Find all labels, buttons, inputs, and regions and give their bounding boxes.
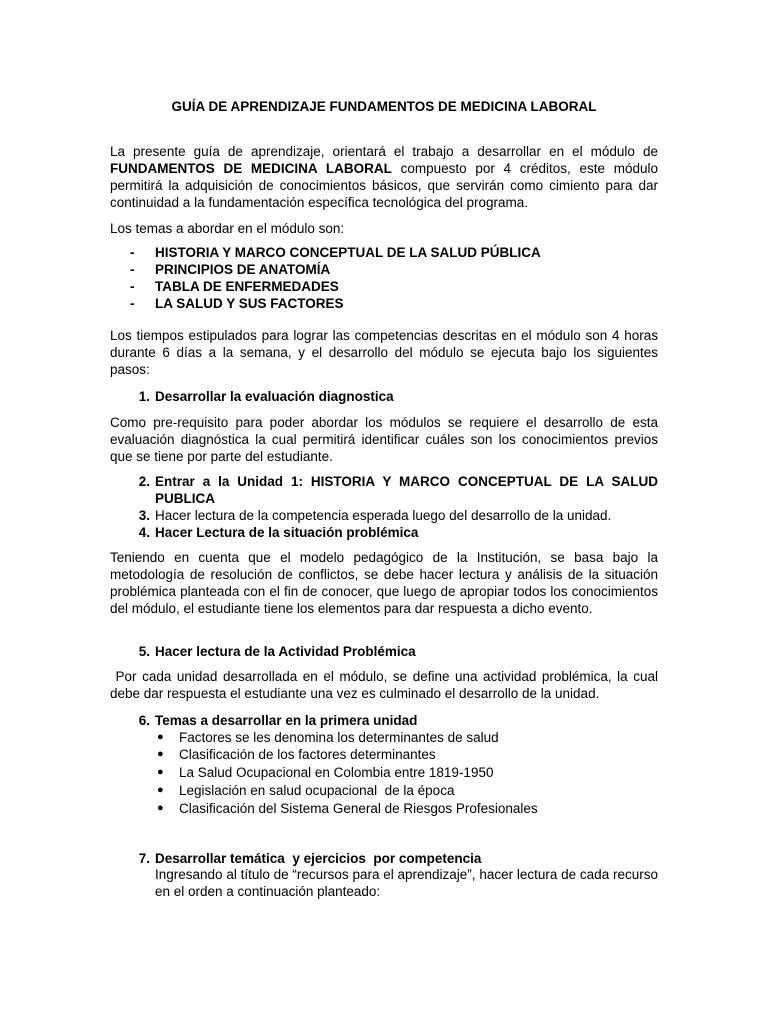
step-number: 7. xyxy=(138,851,150,866)
bullet-icon: ● xyxy=(157,802,164,814)
problem-activity-paragraph: Por cada unidad desarrollada en el módulo, se define una actividad problémica, la cual debe dar respuesta el estudiante una vez es culminado el desarrollo de la unidad. xyxy=(110,669,662,701)
topic-item xyxy=(0,295,768,312)
list-item xyxy=(0,729,768,746)
topic-item xyxy=(0,261,768,278)
topic-item xyxy=(0,244,768,261)
step-heading xyxy=(0,524,768,541)
document-title: GUÍA DE APRENDIZAJE FUNDAMENTOS DE MEDICINA LABORAL xyxy=(171,99,597,114)
times-paragraph: Los tiempos estipulados para lograr las competencias descritas en el módulo son 4 horas durante 6 días a la semana, y el desarrollo del módulo se ejecuta bajo los siguientes pasos: xyxy=(110,328,658,377)
list-item xyxy=(0,746,768,763)
step-heading xyxy=(0,388,768,405)
dash-marker: - xyxy=(130,296,135,311)
list-item-label: Legislación en salud ocupacional de la época xyxy=(179,783,455,798)
step-label: Temas a desarrollar en la primera unidad xyxy=(155,713,418,728)
list-item xyxy=(0,764,768,781)
topic-label: LA SALUD Y SUS FACTORES xyxy=(155,296,344,311)
dash-marker: - xyxy=(130,262,135,277)
list-item-label: Clasificación de los factores determinantes xyxy=(179,747,436,762)
bullet-icon: ● xyxy=(157,748,164,760)
step-heading xyxy=(0,643,768,660)
list-item xyxy=(0,800,768,817)
topic-label: TABLA DE ENFERMEDADES xyxy=(155,279,339,294)
problem-situation-paragraph: Teniendo en cuenta que el modelo pedagógico de la Institución, se basa bajo la metodología de resolución de conflictos, se debe hacer lectura y análisis de la situación problémica planteada con el fin de conocer, que luego de apropiar todos los conocimientos del módulo, el estudiante tiene los elementos para dar respuesta a dicho evento. xyxy=(110,550,658,616)
step-heading xyxy=(0,473,768,507)
bullet-icon: ● xyxy=(157,731,164,743)
list-item xyxy=(0,782,768,799)
list-item-label: Clasificación del Sistema General de Riesgos Profesionales xyxy=(179,801,538,816)
dash-marker: - xyxy=(130,245,135,260)
topics-intro: Los temas a abordar en el módulo son: xyxy=(110,221,345,236)
resources-paragraph: Ingresando al título de “recursos para el aprendizaje”, hacer lectura de cada recurso en el orden a continuación planteado: xyxy=(155,867,658,899)
step-label: Entrar a la Unidad 1: HISTORIA Y MARCO CONCEPTUAL DE LA SALUD PUBLICA xyxy=(155,474,658,506)
step-number: 6. xyxy=(138,713,150,728)
intro-text-continued: compuesto por 4 créditos, este módulo permitirá la adquisición de conocimientos básicos, que servirán como cimiento para dar continuidad a la fundamentación específica tecnológica del programa. xyxy=(110,161,658,210)
list-item-label: Factores se les denomina los determinantes de salud xyxy=(179,730,499,745)
step-heading xyxy=(0,712,768,729)
step-label: Hacer lectura de la Actividad Problémica xyxy=(155,644,416,659)
step-label: Hacer Lectura de la situación problémica xyxy=(155,525,419,540)
step-heading xyxy=(0,507,768,524)
step-number: 2. xyxy=(138,474,150,489)
intro-text: La presente guía de aprendizaje, orientará el trabajo a desarrollar en el módulo de xyxy=(110,144,658,159)
step-number: 3. xyxy=(138,508,150,523)
step-number: 5. xyxy=(138,644,150,659)
intro-paragraph xyxy=(110,143,658,211)
step-label: Hacer lectura de la competencia esperada luego del desarrollo de la unidad. xyxy=(155,508,612,523)
diagnostic-paragraph: Como pre-requisito para poder abordar los módulos se requiere el desarrollo de esta evaluación diagnóstica la cual permitirá identificar cuáles son los conocimientos previos que se tiene por parte del estudiante. xyxy=(110,415,658,464)
bullet-icon: ● xyxy=(157,766,164,778)
dash-marker: - xyxy=(130,279,135,294)
step-number: 4. xyxy=(138,525,150,540)
module-name: FUNDAMENTOS DE MEDICINA LABORAL xyxy=(110,161,392,176)
bullet-icon: ● xyxy=(157,784,164,796)
step-label: Desarrollar temática y ejercicios por competencia xyxy=(155,851,482,866)
list-item-label: La Salud Ocupacional en Colombia entre 1819-1950 xyxy=(179,765,494,780)
topic-label: PRINCIPIOS DE ANATOMÍA xyxy=(155,262,331,277)
step-heading xyxy=(0,850,768,867)
topic-item xyxy=(0,278,768,295)
step-number: 1. xyxy=(138,389,150,404)
topic-label: HISTORIA Y MARCO CONCEPTUAL DE LA SALUD PÚBLICA xyxy=(155,245,541,260)
step-label: Desarrollar la evaluación diagnostica xyxy=(155,389,394,404)
